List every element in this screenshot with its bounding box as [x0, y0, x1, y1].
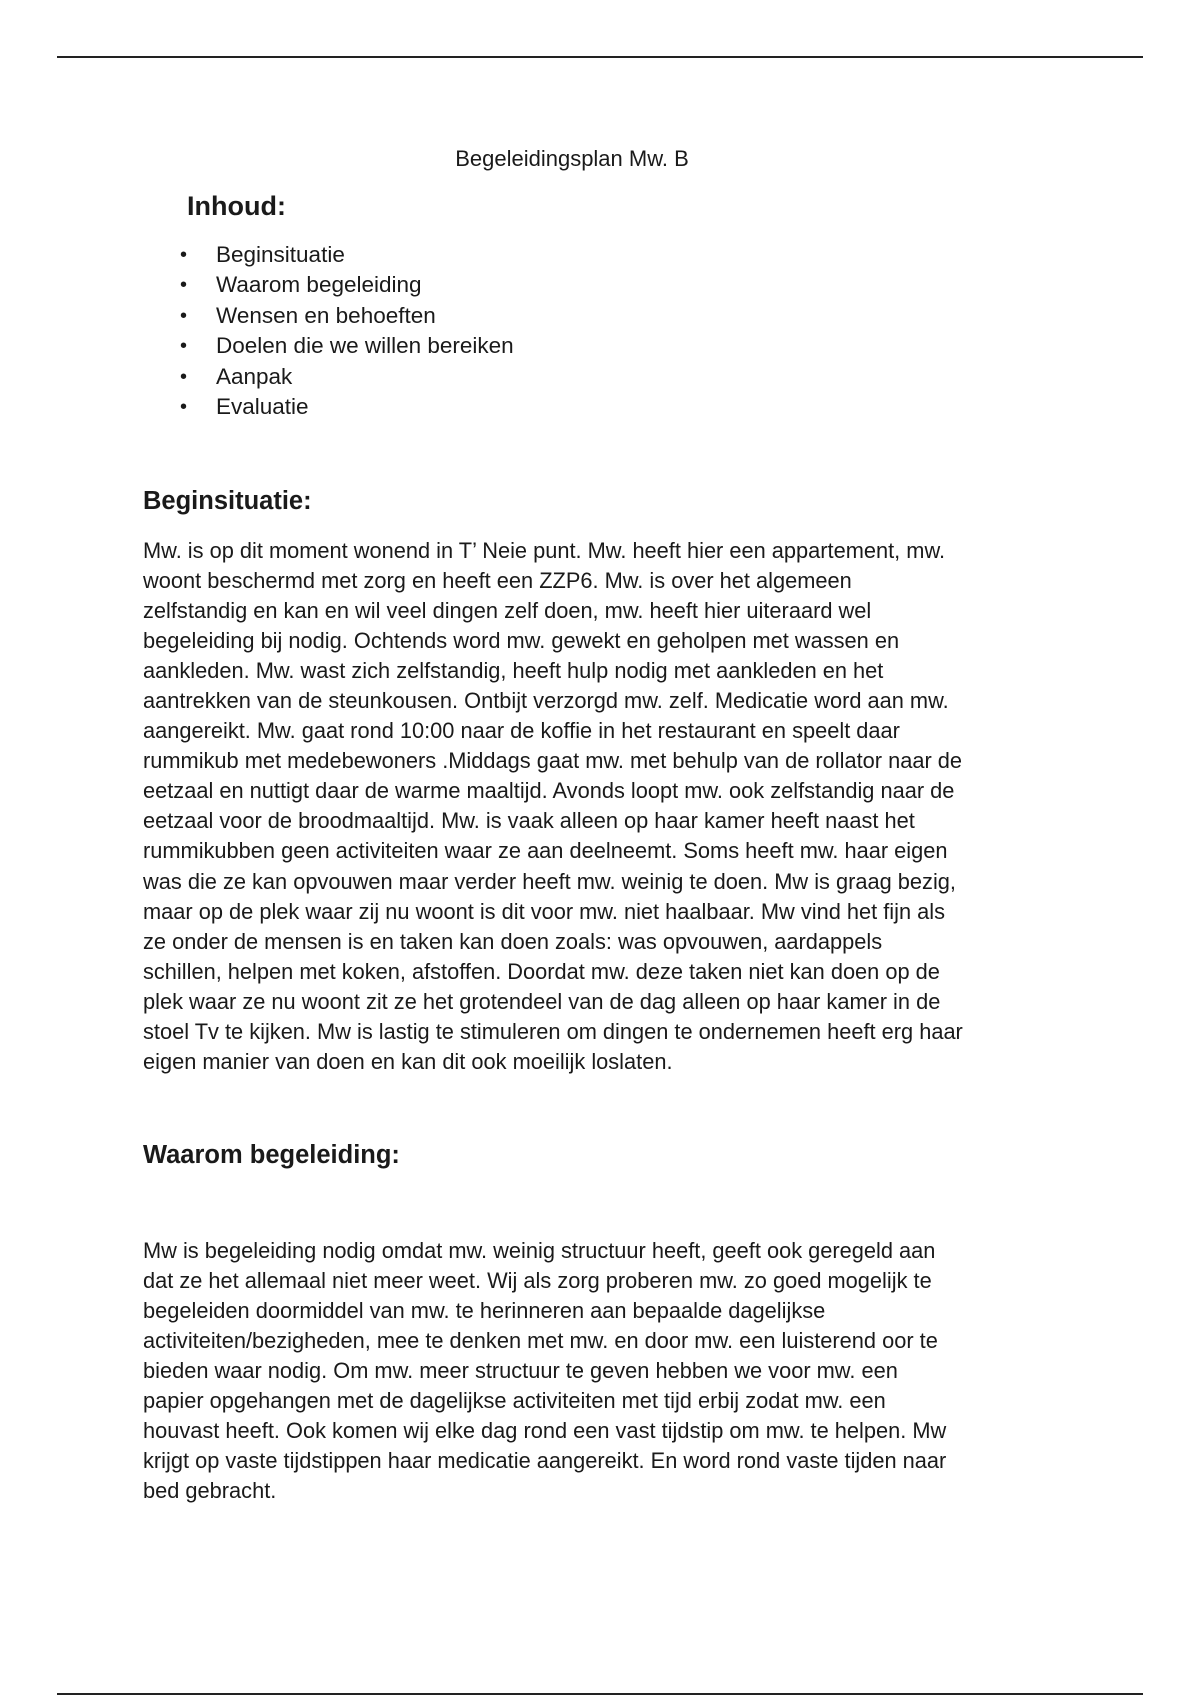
- text-line: houvast heeft. Ook komen wij elke dag rond een vast tijdstip om mw. te helpen. Mw: [143, 1418, 947, 1444]
- text-line: bed gebracht.: [143, 1478, 277, 1504]
- toc-item: • Waarom begeleiding: [176, 270, 514, 300]
- text-line: rummikubben geen activiteiten waar ze aan deelneemt. Soms heeft mw. haar eigen: [143, 838, 948, 864]
- toc-item: • Beginsituatie: [176, 240, 514, 270]
- text-line: rummikub met medebewoners .Middags gaat mw. met behulp van de rollator naar de: [143, 748, 963, 774]
- text-line: eetzaal en nuttigt daar de warme maaltijd. Avonds loopt mw. ook zelfstandig naar de: [143, 778, 955, 804]
- bullet-icon: •: [180, 244, 188, 266]
- text-line: zelfstandig en kan en wil veel dingen zelf doen, mw. heeft hier uiteraard wel: [143, 598, 872, 624]
- text-line: eigen manier van doen en kan dit ook moeilijk loslaten.: [143, 1048, 673, 1074]
- text-line: schillen, helpen met koken, afstoffen. Doordat mw. deze taken niet kan doen op de: [143, 958, 940, 984]
- bottom-rule: [57, 1693, 1143, 1695]
- section-heading-waarom-begeleiding: Waarom begeleiding:: [143, 1141, 400, 1169]
- text-line: was die ze kan opvouwen maar verder heeft mw. weinig te doen. Mw is graag bezig,: [143, 868, 956, 894]
- toc-item: • Doelen die we willen bereiken: [176, 331, 514, 361]
- text-line: begeleiden doormiddel van mw. te herinneren aan bepaalde dagelijkse: [143, 1298, 826, 1324]
- text-line: activiteiten/bezigheden, mee te denken met mw. en door mw. een luisterend oor te: [143, 1328, 938, 1354]
- bullet-icon: •: [180, 365, 188, 388]
- section-heading-beginsituatie: Beginsituatie:: [143, 487, 312, 515]
- text-line: dat ze het allemaal niet meer weet. Wij als zorg proberen mw. zo goed mogelijk te: [143, 1268, 932, 1294]
- top-rule: [57, 56, 1143, 58]
- toc-heading: Inhoud:: [187, 191, 286, 221]
- toc-list: [176, 240, 514, 422]
- text-line: krijgt op vaste tijdstippen haar medicatie aangereikt. En word rond vaste tijden naar: [143, 1448, 947, 1474]
- text-line: ze onder de mensen is en taken kan doen zoals: was opvouwen, aardappels: [143, 928, 883, 954]
- toc-item: • Wensen en behoeften: [176, 301, 514, 331]
- text-line: plek waar ze nu woont zit ze het grotendeel van de dag alleen op haar kamer in de: [143, 988, 941, 1014]
- text-line: maar op de plek waar zij nu woont is dit voor mw. niet haalbaar. Mw vind het fijn als: [143, 898, 946, 924]
- document-title: Begeleidingsplan Mw. B: [455, 146, 689, 171]
- bullet-icon: •: [180, 335, 188, 358]
- text-line: Mw. is op dit moment wonend in T’ Neie punt. Mw. heeft hier een appartement, mw.: [143, 538, 946, 563]
- waarom-paragraph: [143, 1236, 1083, 1506]
- text-line: begeleiding bij nodig. Ochtends word mw. gewekt en geholpen met wassen en: [143, 628, 900, 654]
- text-line: aankleden. Mw. wast zich zelfstandig, heeft hulp nodig met aankleden en het: [143, 658, 884, 684]
- text-line: papier opgehangen met de dagelijkse activiteiten met tijd erbij zodat mw. een: [143, 1388, 886, 1414]
- text-line: bieden waar nodig. Om mw. meer structuur te geven hebben we voor mw. een: [143, 1358, 898, 1384]
- toc-item: • Evaluatie: [176, 392, 514, 422]
- text-line: aangereikt. Mw. gaat rond 10:00 naar de koffie in het restaurant en speelt daar: [143, 718, 900, 744]
- toc-item: • Aanpak: [176, 362, 514, 392]
- text-line: Mw is begeleiding nodig omdat mw. weinig structuur heeft, geeft ook geregeld aan: [143, 1238, 936, 1263]
- text-line: woont beschermd met zorg en heeft een ZZP6. Mw. is over het algemeen: [143, 568, 852, 594]
- text-line: stoel Tv te kijken. Mw is lastig te stimuleren om dingen te ondernemen heeft erg haar: [143, 1018, 963, 1044]
- text-line: aantrekken van de steunkousen. Ontbijt verzorgd mw. zelf. Medicatie word aan mw.: [143, 688, 949, 714]
- text-line: eetzaal voor de broodmaaltijd. Mw. is vaak alleen op haar kamer heeft naast het: [143, 808, 915, 834]
- bullet-icon: •: [180, 395, 188, 418]
- beginsituatie-paragraph: [143, 536, 1083, 1077]
- bullet-icon: •: [180, 274, 188, 297]
- bullet-icon: •: [180, 304, 188, 327]
